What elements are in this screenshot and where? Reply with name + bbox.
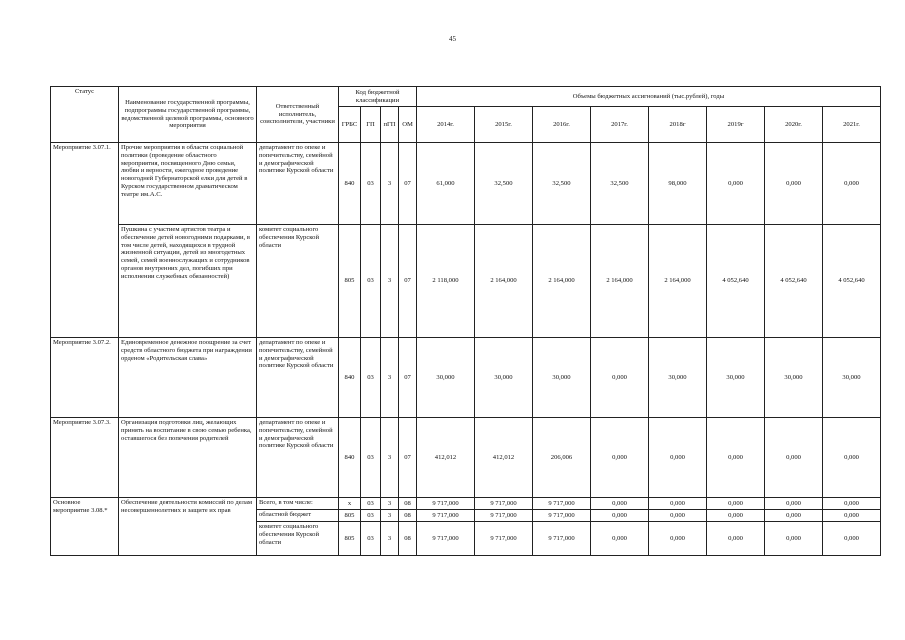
cell-value: 0,000 [649, 522, 707, 556]
header-grbs: ГРБС [339, 107, 361, 143]
row-responsible: областной бюджет [257, 510, 339, 522]
cell-om: 08 [399, 510, 417, 522]
cell-pgp: 3 [381, 510, 399, 522]
cell-value: 9 717,000 [417, 510, 475, 522]
cell-grbs: 805 [339, 510, 361, 522]
cell-gp: 03 [361, 225, 381, 338]
cell-value: 0,000 [649, 510, 707, 522]
row-status: Мероприятие 3.07.3. [51, 418, 119, 498]
cell-value: 0,000 [707, 143, 765, 225]
cell-grbs: 840 [339, 143, 361, 225]
cell-value: 0,000 [707, 522, 765, 556]
header-year: 2019г [707, 107, 765, 143]
row-responsible: Всего, в том числе: [257, 498, 339, 510]
row-responsible: департамент по опеке и попечительству, семейной и демографической политике Курской области [257, 418, 339, 498]
cell-value: 9 717,000 [417, 522, 475, 556]
header-status: Статус [51, 87, 119, 143]
cell-value: 9 717,000 [417, 498, 475, 510]
header-year: 2021г. [823, 107, 881, 143]
cell-pgp: 3 [381, 418, 399, 498]
cell-pgp: 3 [381, 143, 399, 225]
cell-value: 2 164,000 [649, 225, 707, 338]
row-name: Организация подготовки лиц, желающих принять на воспитание в свою семью ребенка, оставшегося без попечения родителей [119, 418, 257, 498]
header-volumes: Объемы бюджетных ассигнований (тыс.рублей), годы [417, 87, 881, 107]
row-status: Основное мероприятие 3.08.* [51, 498, 119, 556]
cell-value: 2 164,000 [533, 225, 591, 338]
cell-value: 30,000 [823, 338, 881, 418]
cell-value: 32,500 [591, 143, 649, 225]
cell-value: 9 717,000 [533, 522, 591, 556]
cell-grbs: 840 [339, 338, 361, 418]
row-name: Единовременное денежное поощрение за счет средств областного бюджета при награждении орденом «Родительская слава» [119, 338, 257, 418]
header-year: 2016г. [533, 107, 591, 143]
cell-value: 206,006 [533, 418, 591, 498]
row-responsible: департамент по опеке и попечительству, семейной и демографической политике Курской области [257, 143, 339, 225]
cell-value: 30,000 [649, 338, 707, 418]
cell-value: 32,500 [533, 143, 591, 225]
cell-value: 0,000 [823, 522, 881, 556]
cell-value: 0,000 [765, 510, 823, 522]
cell-value: 98,000 [649, 143, 707, 225]
table-row [51, 338, 881, 418]
cell-value: 2 164,000 [591, 225, 649, 338]
cell-gp: 03 [361, 522, 381, 556]
header-year: 2018г [649, 107, 707, 143]
cell-grbs: 805 [339, 522, 361, 556]
row-name: Обеспечение деятельности комиссий по делам несовершеннолетних и защите их прав [119, 498, 257, 556]
cell-om: 07 [399, 418, 417, 498]
header-budget-code: Код бюджетной классификации [339, 87, 417, 107]
cell-om: 07 [399, 225, 417, 338]
row-responsible: департамент по опеке и попечительству, семейной и демографической политике Курской области [257, 338, 339, 418]
header-row-1 [51, 87, 881, 107]
cell-value: 0,000 [765, 418, 823, 498]
table-row [51, 418, 881, 498]
cell-pgp: 3 [381, 522, 399, 556]
page-number: 45 [449, 35, 456, 43]
cell-grbs: 840 [339, 418, 361, 498]
cell-value: 0,000 [823, 510, 881, 522]
cell-value: 9 717,000 [533, 498, 591, 510]
cell-gp: 03 [361, 143, 381, 225]
header-year: 2020г. [765, 107, 823, 143]
cell-value: 9 717,000 [475, 498, 533, 510]
cell-value: 4 052,640 [823, 225, 881, 338]
cell-value: 0,000 [707, 418, 765, 498]
cell-value: 32,500 [475, 143, 533, 225]
cell-value: 30,000 [765, 338, 823, 418]
cell-om: 07 [399, 338, 417, 418]
row-responsible: комитет социального обеспечения Курской области [257, 522, 339, 556]
header-om: ОМ [399, 107, 417, 143]
header-responsible: Ответственный исполнитель, соисполнители, участники [257, 87, 339, 143]
cell-value: 2 164,000 [475, 225, 533, 338]
cell-value: 30,000 [707, 338, 765, 418]
cell-value: 9 717,000 [533, 510, 591, 522]
cell-value: 0,000 [823, 418, 881, 498]
row-name: Прочие мероприятия в области социальной политики (проведение областного мероприятия, посвященного Дню семьи, любви и верности, ежегодное проведение новогодней Губернаторской елки для детей в Курском государственном драматическом театре им.А.С. [119, 143, 257, 225]
cell-value: 30,000 [533, 338, 591, 418]
cell-value: 2 118,000 [417, 225, 475, 338]
cell-value: 0,000 [591, 522, 649, 556]
header-name: Наименование государственной программы, подпрограммы государственной программы, ведомственной целевой программы, основного мероприятия [119, 87, 257, 143]
cell-value: 0,000 [765, 522, 823, 556]
cell-grbs: х [339, 498, 361, 510]
cell-pgp: 3 [381, 338, 399, 418]
row-name: Пушкина с участием артистов театра и обеспечение детей новогодними подарками, в том числе детей, находящихся в трудной жизненной ситуации, детей из многодетных семей, семей военнослужащих и сотрудников органов внутренних дел, погибших при исполнении служебных обязанностей) [119, 225, 257, 338]
cell-value: 0,000 [707, 498, 765, 510]
header-year: 2014г. [417, 107, 475, 143]
table-row [51, 225, 881, 338]
row-status: Мероприятие 3.07.1. [51, 143, 119, 338]
cell-gp: 03 [361, 510, 381, 522]
header-pgp: пГП [381, 107, 399, 143]
cell-om: 08 [399, 522, 417, 556]
header-gp: ГП [361, 107, 381, 143]
header-year: 2015г. [475, 107, 533, 143]
cell-value: 0,000 [649, 418, 707, 498]
cell-pgp: 3 [381, 225, 399, 338]
cell-value: 9 717,000 [475, 522, 533, 556]
cell-value: 412,012 [475, 418, 533, 498]
row-responsible: комитет социального обеспечения Курской области [257, 225, 339, 338]
cell-value: 0,000 [707, 510, 765, 522]
cell-om: 08 [399, 498, 417, 510]
cell-grbs: 805 [339, 225, 361, 338]
header-year: 2017г. [591, 107, 649, 143]
table-row [51, 498, 881, 510]
cell-value: 0,000 [765, 498, 823, 510]
cell-pgp: 3 [381, 498, 399, 510]
cell-value: 0,000 [823, 498, 881, 510]
cell-value: 0,000 [765, 143, 823, 225]
cell-value: 0,000 [591, 498, 649, 510]
cell-value: 0,000 [649, 498, 707, 510]
budget-table [50, 86, 881, 556]
cell-gp: 03 [361, 498, 381, 510]
cell-value: 412,012 [417, 418, 475, 498]
cell-value: 0,000 [591, 338, 649, 418]
cell-value: 4 052,640 [707, 225, 765, 338]
cell-value: 4 052,640 [765, 225, 823, 338]
cell-value: 30,000 [475, 338, 533, 418]
table-row [51, 143, 881, 225]
cell-value: 61,000 [417, 143, 475, 225]
cell-gp: 03 [361, 418, 381, 498]
cell-value: 0,000 [591, 510, 649, 522]
cell-value: 9 717,000 [475, 510, 533, 522]
row-status: Мероприятие 3.07.2. [51, 338, 119, 418]
cell-gp: 03 [361, 338, 381, 418]
cell-value: 0,000 [823, 143, 881, 225]
cell-om: 07 [399, 143, 417, 225]
cell-value: 0,000 [591, 418, 649, 498]
cell-value: 30,000 [417, 338, 475, 418]
